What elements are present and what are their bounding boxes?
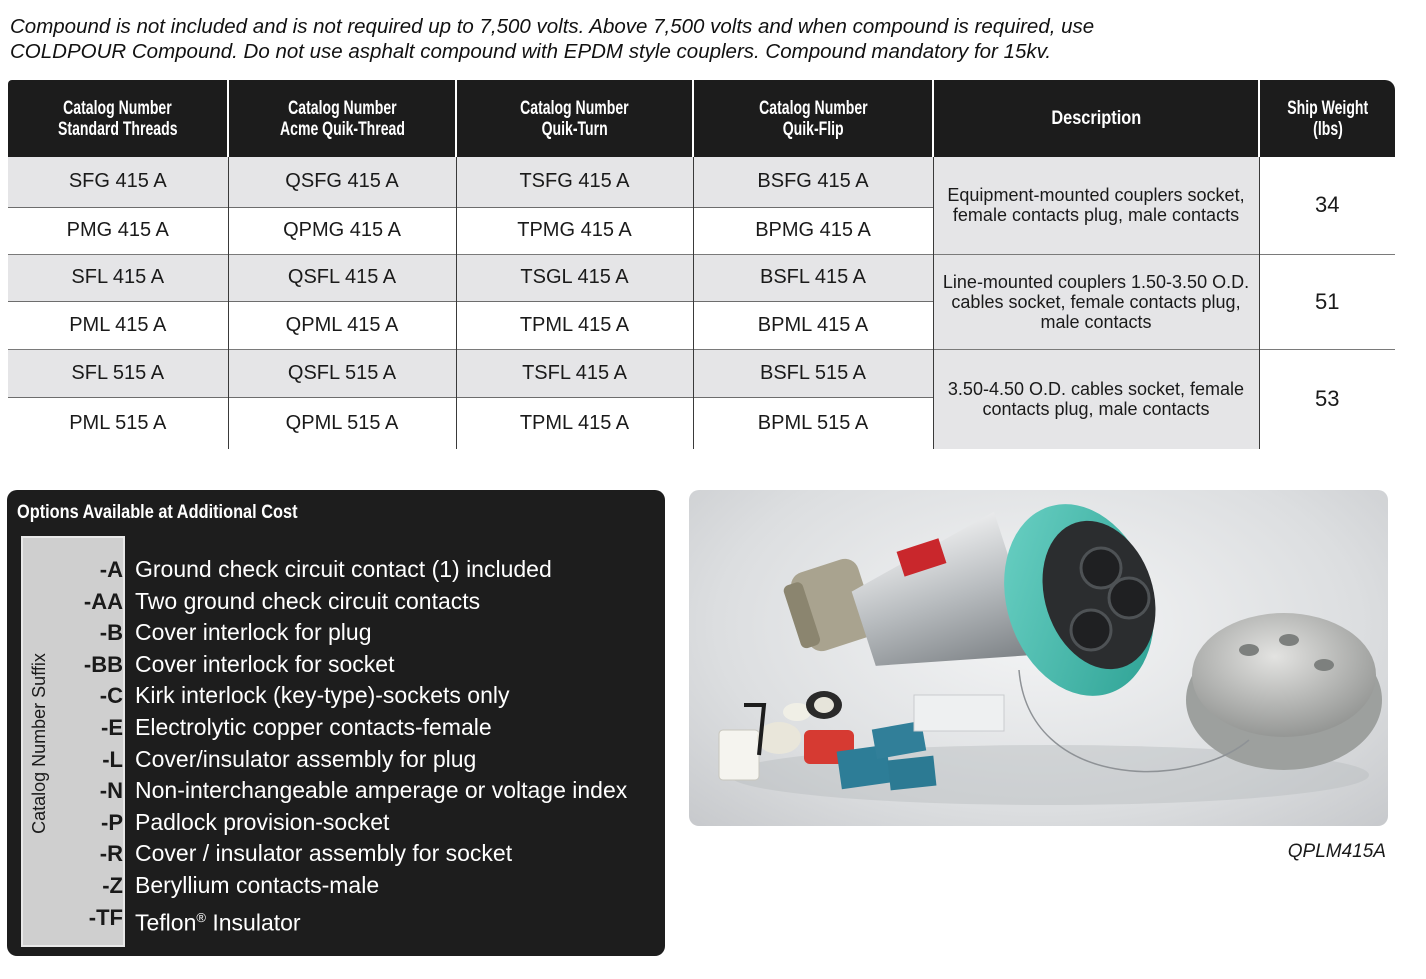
options-title: Options Available at Additional Cost [17, 502, 298, 523]
description-cell: Line-mounted couplers 1.50-3.50 O.D. cables socket, female contacts plug, male contacts [933, 254, 1259, 349]
weight-cell: 53 [1259, 349, 1395, 449]
weight-cell: 34 [1259, 157, 1395, 254]
suffix-code: -P [101, 809, 123, 835]
catalog-cell: TPML 415 A [456, 397, 693, 449]
catalog-cell: BSFL 515 A [693, 349, 933, 397]
suffix-code: -B [99, 620, 123, 646]
option-description: Kirk interlock (key-type)-sockets only [135, 682, 510, 709]
intro-note [10, 14, 1410, 64]
header-quik-flip: Catalog Number Quik-Flip [693, 80, 933, 157]
catalog-cell: TPML 415 A [456, 301, 693, 349]
catalog-cell: BSFL 415 A [693, 254, 933, 301]
header-acme-quik-thread: Catalog Number Acme Quik-Thread [228, 80, 456, 157]
catalog-cell: PMG 415 A [8, 207, 228, 254]
suffix-code: -C [99, 683, 123, 709]
coupler-illustration [689, 490, 1388, 826]
catalog-cell: BSFG 415 A [693, 157, 933, 207]
catalog-cell: BPML 415 A [693, 301, 933, 349]
catalog-cell: TSFL 415 A [456, 349, 693, 397]
suffix-code: -A [99, 557, 123, 582]
intro-line-1: Compound is not included and is not required up to 7,500 volts. Above 7,500 volts and when compound is required, use [10, 15, 1095, 38]
table-row [8, 349, 1395, 397]
catalog-cell: QPMG 415 A [228, 207, 456, 254]
cover-cap [1186, 613, 1382, 770]
weight-cell: 51 [1259, 254, 1395, 349]
catalog-cell: QPML 515 A [228, 397, 456, 449]
suffix-code: -TF [88, 904, 123, 930]
option-description: Ground check circuit contact (1) included [135, 556, 552, 582]
suffix-code: -N [99, 778, 123, 804]
suffix-column [21, 536, 125, 947]
catalog-cell: TSFG 415 A [456, 157, 693, 207]
option-description-list [135, 554, 628, 936]
description-cell: Equipment-mounted couplers socket, female contacts plug, male contacts [933, 157, 1259, 254]
option-description-teflon: Teflon® Insulator [135, 909, 301, 936]
catalog-cell: PML 415 A [8, 301, 228, 349]
suffix-label: Catalog Number Suffix [28, 652, 49, 834]
suffix-code: -E [101, 714, 123, 740]
catalog-cell: QSFG 415 A [228, 157, 456, 207]
suffix-code: -R [99, 841, 123, 867]
header-standard-threads: Catalog Number Standard Threads [8, 80, 228, 157]
catalog-cell: BPML 515 A [693, 397, 933, 449]
catalog-cell: BPMG 415 A [693, 207, 933, 254]
suffix-code: -AA [83, 588, 123, 614]
catalog-cell: TSGL 415 A [456, 254, 693, 301]
header-description: Description [933, 80, 1259, 157]
intro-line-2: COLDPOUR Compound. Do not use asphalt compound with EPDM style couplers. Compound mandatory for 15kv. [10, 40, 1052, 63]
catalog-cell: SFG 415 A [8, 157, 228, 207]
option-description: Cover interlock for plug [135, 619, 372, 646]
header-ship-weight: Ship Weight (lbs) [1259, 80, 1395, 157]
catalog-cell: QSFL 415 A [228, 254, 456, 301]
suffix-code: -Z [102, 872, 123, 898]
registered-mark: ® [196, 909, 206, 925]
table-header-row [8, 80, 1395, 157]
table-row [8, 157, 1395, 207]
option-description: Cover/insulator assembly for plug [135, 745, 477, 772]
product-photo [689, 490, 1388, 826]
suffix-code: -BB [83, 651, 123, 677]
catalog-cell: QPML 415 A [228, 301, 456, 349]
header-quik-turn: Catalog Number Quik-Turn [456, 80, 693, 157]
description-cell: 3.50-4.50 O.D. cables socket, female contacts plug, male contacts [933, 349, 1259, 449]
option-description: Padlock provision-socket [135, 808, 390, 835]
options-panel [7, 490, 665, 956]
option-description: Cover interlock for socket [135, 650, 395, 677]
option-description: Electrolytic copper contacts-female [135, 713, 492, 740]
catalog-cell: TPMG 415 A [456, 207, 693, 254]
catalog-cell: SFL 415 A [8, 254, 228, 301]
suffix-code: -L [102, 746, 123, 772]
teal-ring [980, 490, 1178, 715]
photo-caption: QPLM415A [1287, 841, 1386, 862]
option-description: Cover / insulator assembly for socket [135, 840, 513, 867]
option-description: Non-interchangeable amperage or voltage index [135, 777, 628, 804]
catalog-cell: QSFL 515 A [228, 349, 456, 397]
option-description: Two ground check circuit contacts [135, 587, 481, 614]
catalog-table [8, 80, 1395, 449]
table-row [8, 254, 1395, 301]
catalog-cell: SFL 515 A [8, 349, 228, 397]
catalog-cell: PML 515 A [8, 397, 228, 449]
suffix-code-list [53, 554, 123, 933]
option-description: Beryllium contacts-male [135, 871, 380, 898]
